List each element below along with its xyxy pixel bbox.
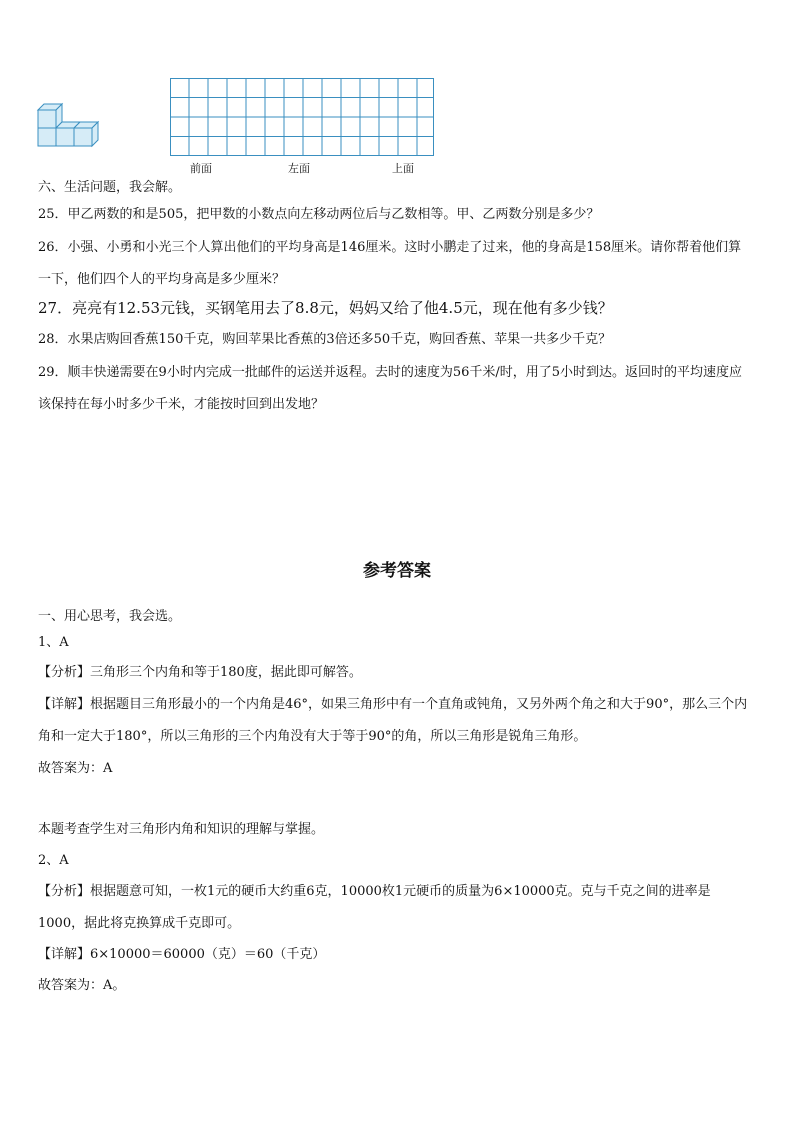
question-26: 26．小强、小勇和小光三个人算出他们的平均身高是146厘米。这时小鹏走了过来，他的身高是158厘米。请你帮着他们算一下，他们四个人的平均身高是多少厘米？ bbox=[38, 240, 742, 287]
grid-label-front: 前面 bbox=[190, 162, 212, 175]
answer-1-detail: 【详解】根据题目三角形最小的一个内角是46°，如果三角形中有一个直角或钝角，又另外两个角之和大于90°，那么三个内角和一定大于180°，所以三角形的三个内角没有大于等于90°的角，所以三角形是锐角三角形。 bbox=[38, 697, 748, 744]
answer-2-analysis: 【分析】根据题意可知，一枚1元的硬币大约重6克，10000枚1元硬币的质量为6×10000克。克与千克之间的进率是1000，据此将克换算成千克即可。 bbox=[38, 884, 711, 931]
question-28: 28．水果店购回香蕉150千克，购回苹果比香蕉的3倍还多50千克，购回香蕉、苹果一共多少千克？ bbox=[38, 332, 612, 347]
cube-stack-figure bbox=[34, 102, 100, 158]
answers-title: 参考答案 bbox=[363, 561, 431, 581]
answers-section1-heading: 一、用心思考，我会选。 bbox=[38, 609, 182, 624]
question-27: 27．亮亮有12.53元钱，买钢笔用去了8.8元，妈妈又给了他4.5元，现在他有多少钱？ bbox=[38, 299, 613, 317]
grid-label-top: 上面 bbox=[392, 162, 414, 175]
grid-label-left: 左面 bbox=[288, 162, 310, 175]
answer-1-note: 本题考查学生对三角形内角和知识的理解与掌握。 bbox=[38, 822, 325, 837]
answer-1-final: 故答案为：A bbox=[38, 761, 113, 776]
answer-1-analysis: 【分析】三角形三个内角和等于180度，据此即可解答。 bbox=[38, 665, 362, 680]
answer-1-label: 1、A bbox=[38, 635, 69, 650]
section6-heading: 六、生活问题，我会解。 bbox=[38, 180, 182, 195]
question-25: 25．甲乙两数的和是505，把甲数的小数点向左移动两位后与乙数相等。甲、乙两数分别是多少？ bbox=[38, 207, 600, 222]
answer-2-final: 故答案为：A。 bbox=[38, 978, 126, 993]
question-29: 29．顺丰快递需要在9小时内完成一批邮件的运送并返程。去时的速度为56千米/时，用了5小时到达。返回时的平均速度应该保持在每小时多少千米，才能按时回到出发地？ bbox=[38, 365, 743, 412]
drawing-grid bbox=[170, 78, 434, 156]
answer-2-label: 2、A bbox=[38, 853, 69, 868]
answer-2-detail: 【详解】6×10000＝60000（克）＝60（千克） bbox=[38, 947, 326, 962]
